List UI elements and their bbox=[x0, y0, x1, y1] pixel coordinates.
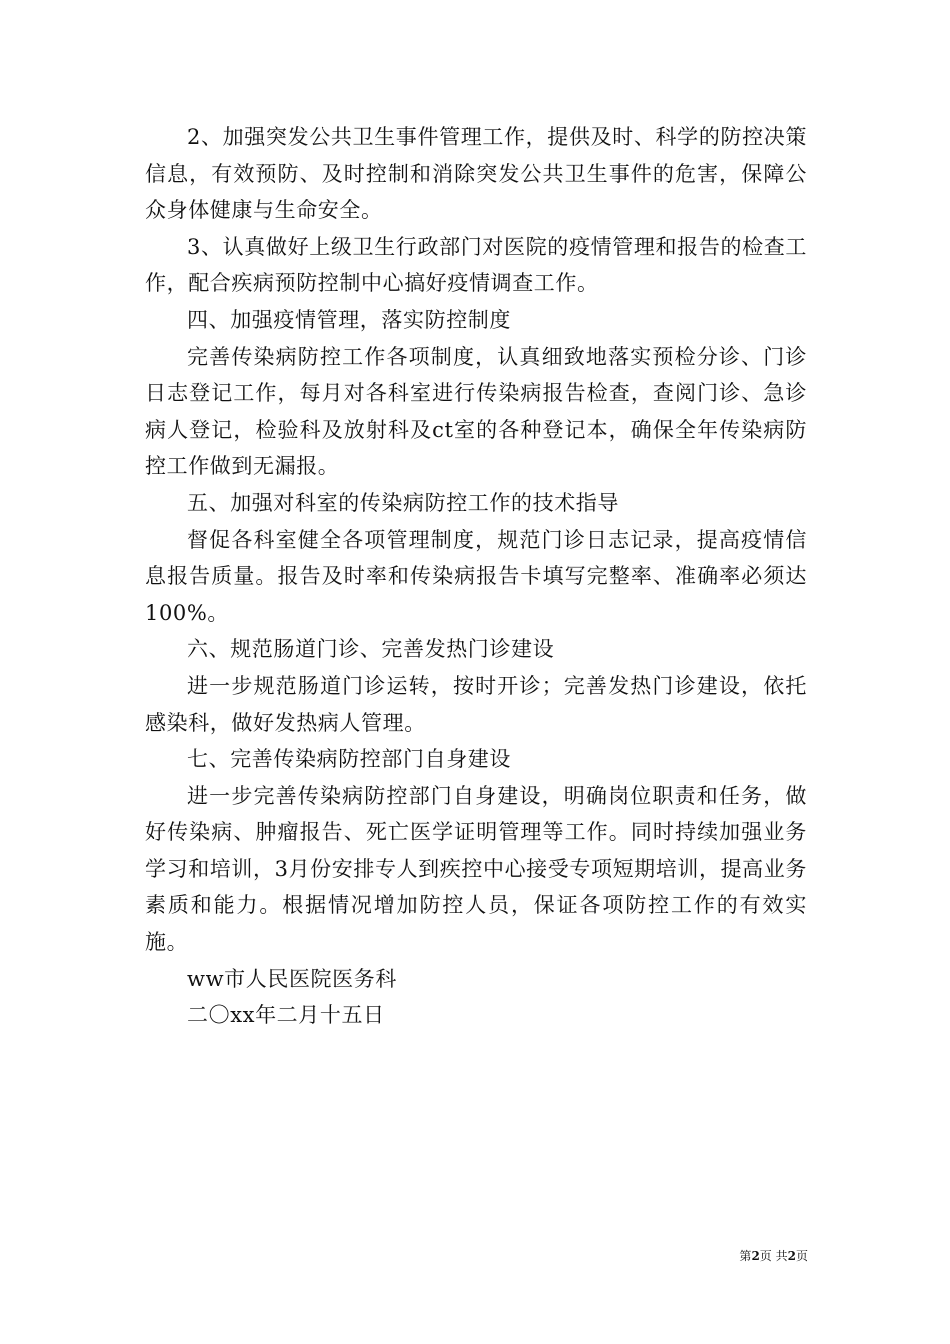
paragraph-section-4: 完善传染病防控工作各项制度，认真细致地落实预检分诊、门诊日志登记工作，每月对各科室进行传染病报告检查，查阅门诊、急诊病人登记，检验科及放射科及ct室的各种登记本，确保全年传染病防控工作做到无漏报。 bbox=[145, 344, 807, 479]
footer-middle: 页 共 bbox=[759, 1249, 788, 1263]
paragraph-section-7: 进一步完善传染病防控部门自身建设，明确岗位职责和任务，做好传染病、肿瘤报告、死亡医学证明管理等工作。同时持续加强业务学习和培训，3月份安排专人到疾控中心接受专项短期培训，提高业务素质和能力。根据情况增加防控人员，保证各项防控工作的有效实施。 bbox=[145, 783, 807, 955]
signature-department: ww市人民医院医务科 bbox=[187, 966, 397, 991]
paragraph-section-5: 督促各科室健全各项管理制度，规范门诊日志记录，提高疫情信息报告质量。报告及时率和传染病报告卡填写完整率、准确率必须达100%。 bbox=[145, 527, 807, 625]
section-heading-5: 五、加强对科室的传染病防控工作的技术指导 bbox=[187, 490, 619, 515]
document-body bbox=[145, 119, 807, 1034]
paragraph-item-3: 3、认真做好上级卫生行政部门对医院的疫情管理和报告的检查工作，配合疾病预防控制中心搞好疫情调查工作。 bbox=[145, 234, 807, 296]
paragraph-section-6: 进一步规范肠道门诊运转，按时开诊；完善发热门诊建设，依托感染科，做好发热病人管理。 bbox=[145, 673, 807, 735]
footer-total-pages: 2 bbox=[787, 1249, 796, 1263]
section-heading-4: 四、加强疫情管理，落实防控制度 bbox=[187, 307, 511, 332]
signature-date: 二〇xx年二月十五日 bbox=[187, 1003, 385, 1028]
section-heading-6: 六、规范肠道门诊、完善发热门诊建设 bbox=[187, 637, 555, 662]
footer-prefix: 第 bbox=[739, 1249, 752, 1263]
paragraph-item-2: 2、加强突发公共卫生事件管理工作，提供及时、科学的防控决策信息，有效预防、及时控制和消除突发公共卫生事件的危害，保障公众身体健康与生命安全。 bbox=[145, 125, 807, 223]
section-heading-7: 七、完善传染病防控部门自身建设 bbox=[187, 747, 511, 772]
footer-suffix: 页 bbox=[795, 1249, 808, 1263]
page-footer bbox=[690, 1248, 808, 1264]
footer-current-page: 2 bbox=[751, 1249, 760, 1263]
